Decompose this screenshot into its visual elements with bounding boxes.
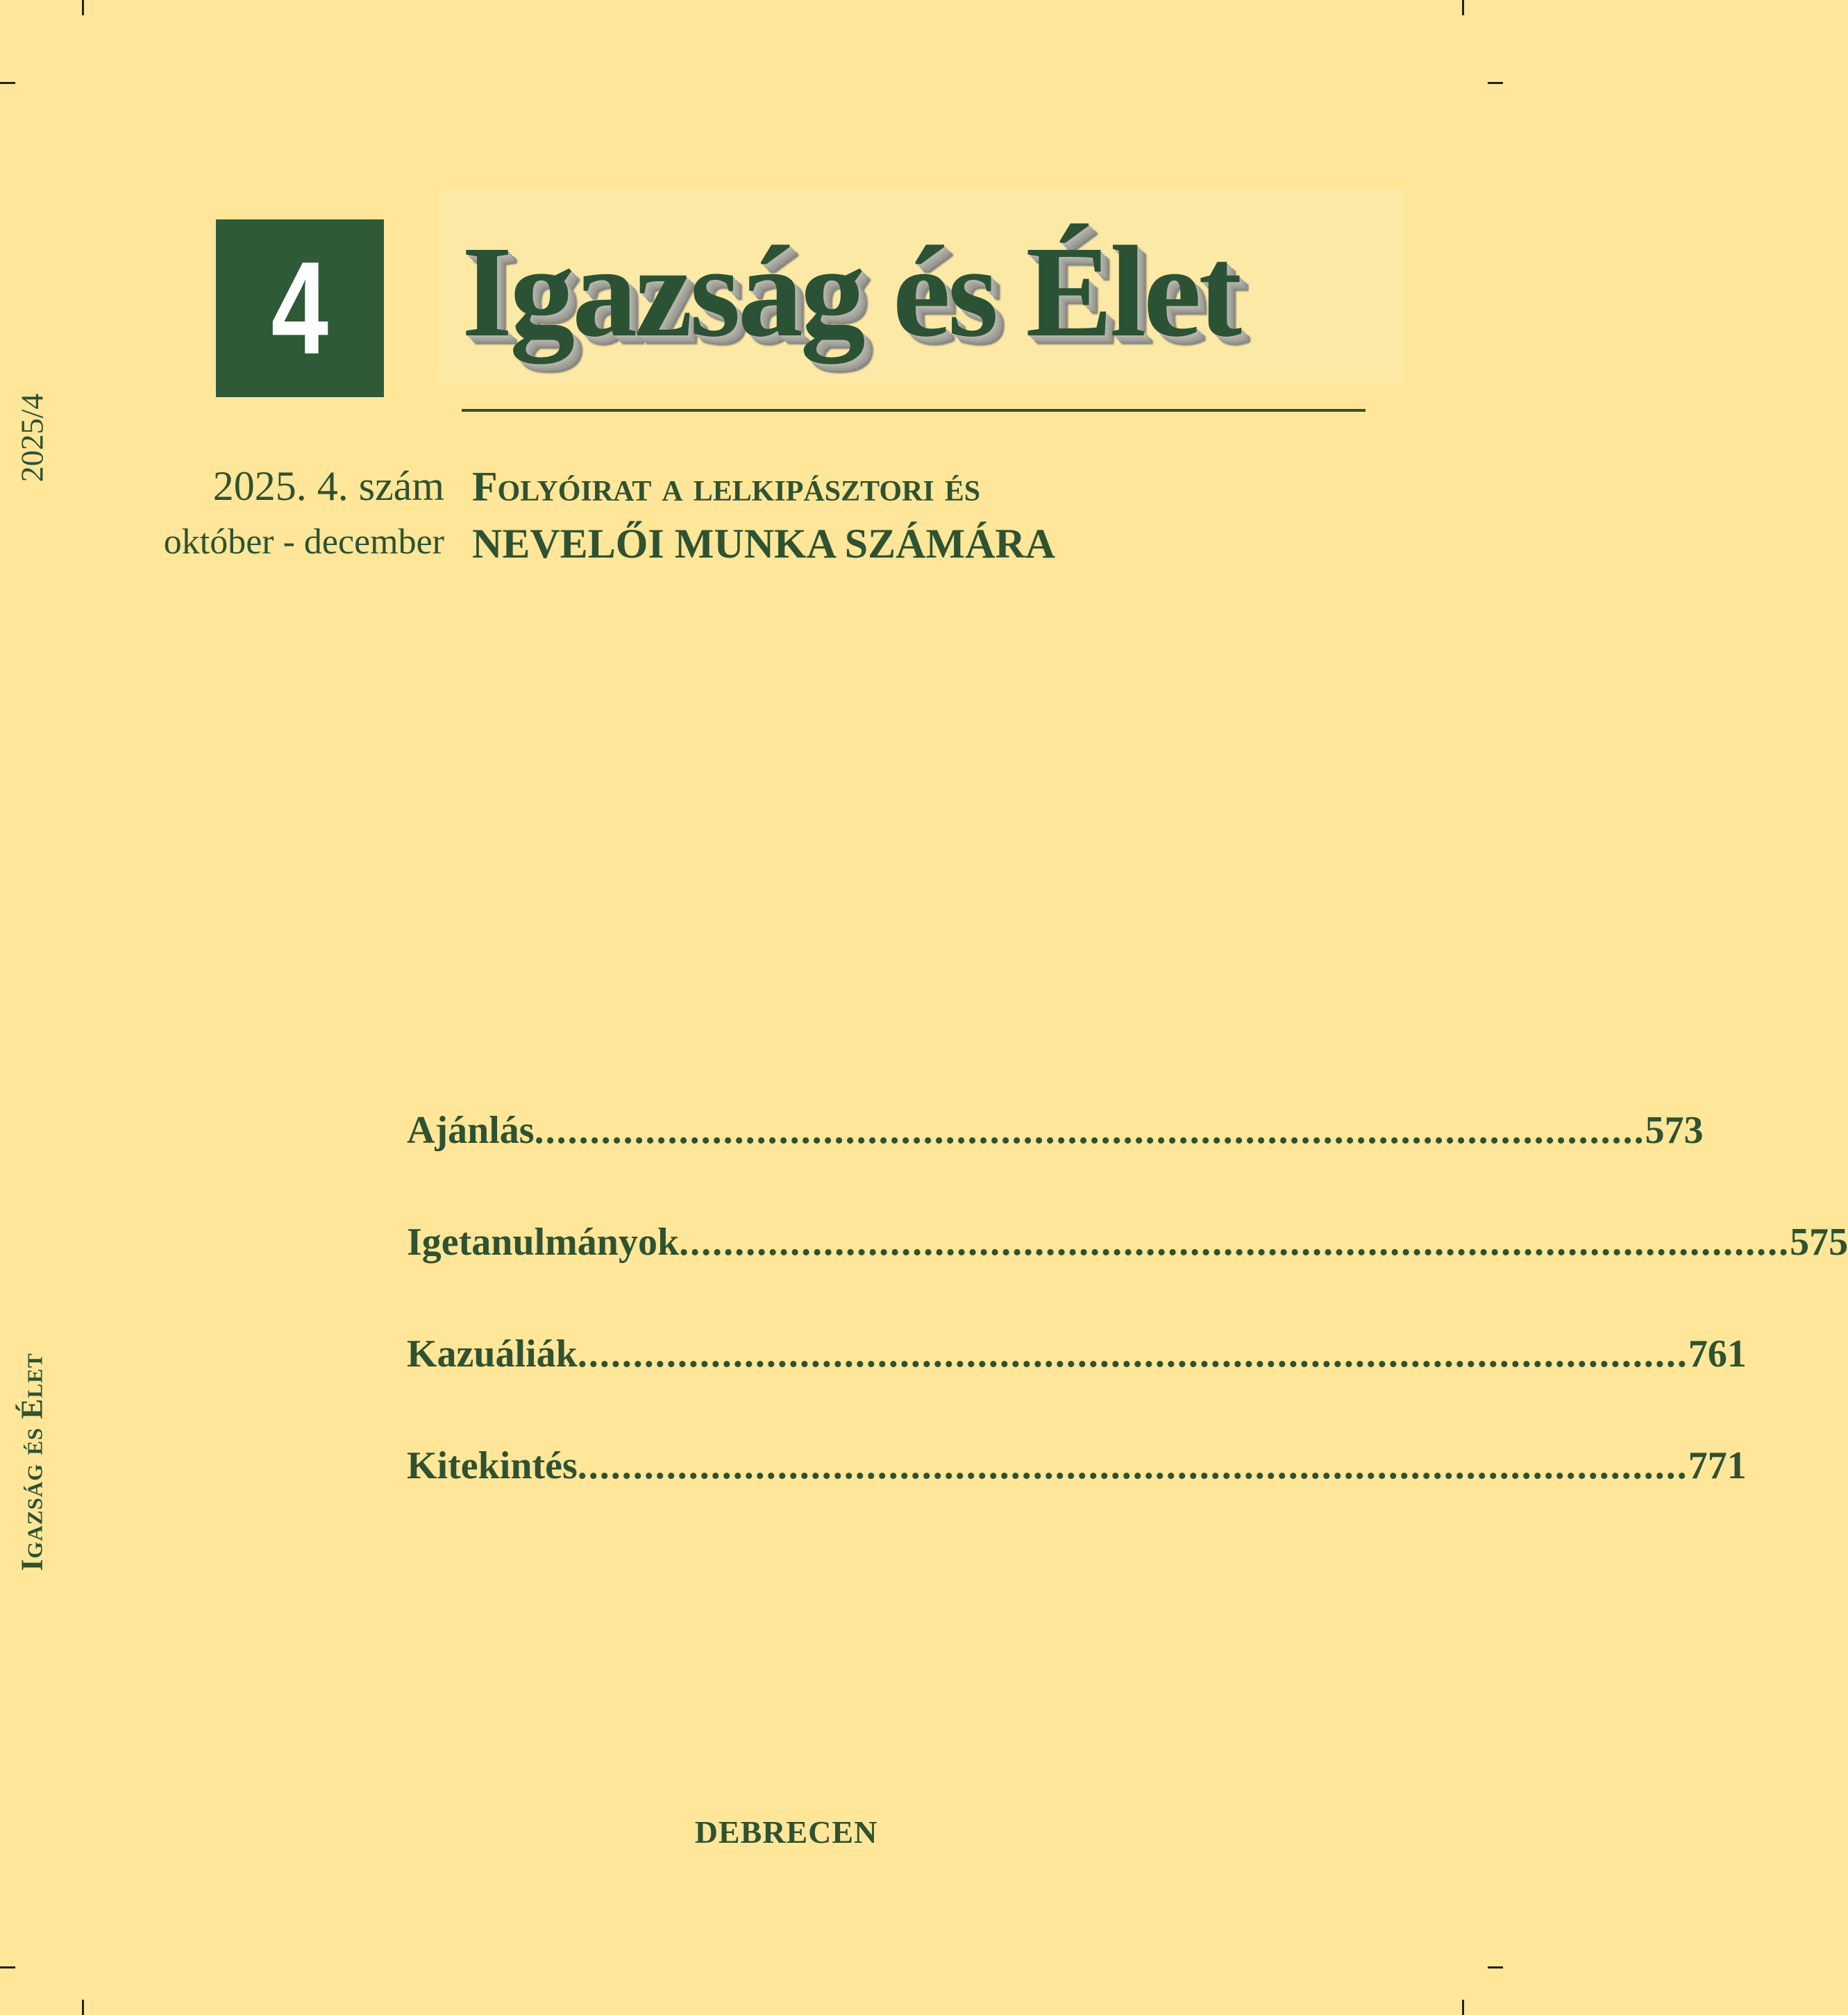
toc-page-number: 761	[1688, 1332, 1747, 1376]
journal-subtitle	[472, 458, 1375, 572]
toc-label: Igetanulmányok	[407, 1221, 680, 1264]
issue-date-line: október - december	[163, 522, 444, 562]
issue-number-badge	[216, 219, 384, 397]
toc-label: Kazuáliák	[407, 1332, 578, 1376]
toc-row-igetanulmanyok[interactable]	[407, 1220, 1848, 1332]
issue-number-badge-text: 4	[271, 235, 329, 382]
toc-row-ajanlas[interactable]	[407, 1108, 1704, 1220]
crop-mark-top-right	[1462, 0, 1464, 15]
subtitle-line-2: NEVELŐI MUNKA SZÁMÁRA	[472, 521, 1056, 567]
spine-year-issue-text: 2025/4	[14, 393, 50, 482]
table-of-contents	[407, 1108, 1848, 1555]
crop-mark-right-top	[1488, 82, 1503, 84]
crop-mark-bottom-right	[1462, 2000, 1464, 2015]
toc-page-number: 575	[1790, 1221, 1848, 1264]
toc-leader-dots: ....................................................................................................	[577, 1332, 1688, 1376]
crop-mark-bottom-left	[82, 2000, 84, 2015]
toc-label: Ajánlás	[407, 1109, 535, 1152]
toc-leader-dots: ....................................................................................................	[577, 1444, 1688, 1487]
crop-mark-top-left	[82, 0, 84, 15]
toc-row-kazualiak[interactable]	[407, 1332, 1747, 1444]
issue-number-line: 2025. 4. szám	[212, 463, 444, 509]
toc-row-kitekintes[interactable]	[407, 1444, 1747, 1555]
toc-page-number: 573	[1645, 1109, 1704, 1152]
spine-year-issue	[7, 385, 57, 490]
crop-mark-left-bottom	[0, 1966, 15, 1968]
spine-title	[3, 1316, 60, 1607]
crop-mark-left-top	[0, 82, 15, 84]
publisher-city: DEBRECEN	[694, 1814, 878, 1850]
spine-title-text: Igazság és Élet	[15, 1352, 49, 1571]
crop-mark-right-bottom	[1488, 1966, 1503, 1968]
issue-info	[104, 458, 444, 571]
toc-leader-dots: ....................................................................................................	[679, 1221, 1790, 1264]
journal-title: Igazság és Élet	[462, 219, 1240, 364]
toc-page-number: 771	[1688, 1444, 1747, 1487]
masthead-divider	[462, 409, 1366, 412]
toc-label: Kitekintés	[407, 1444, 578, 1487]
toc-leader-dots: ....................................................................................................	[534, 1109, 1645, 1152]
subtitle-line-1: Folyóirat a lelkipásztori és	[472, 464, 981, 510]
